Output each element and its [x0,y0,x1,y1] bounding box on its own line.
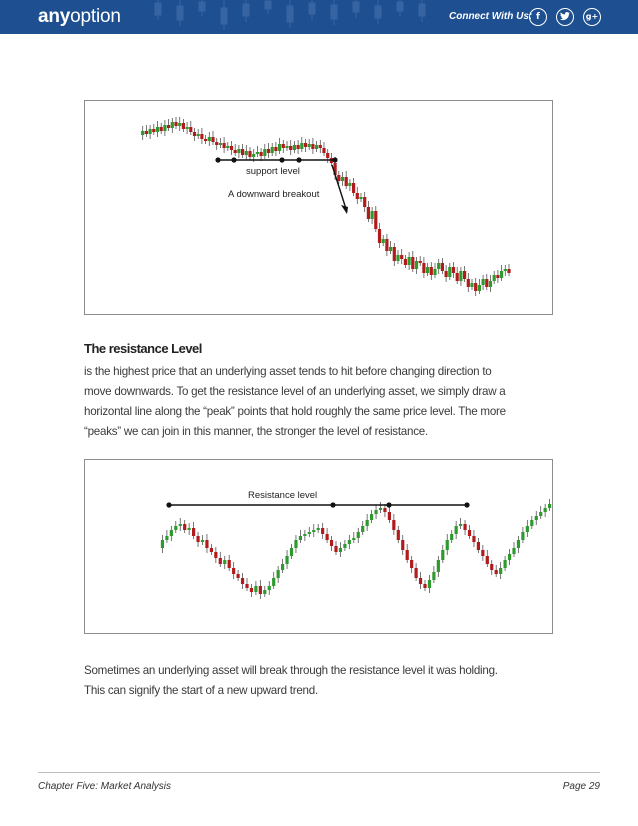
candle-body [282,144,285,148]
candle-body [311,144,314,149]
resistance-level-chart-figure [84,459,553,634]
candle-body [232,568,235,574]
anyoption-logo[interactable] [38,6,121,28]
candle-body [165,536,168,540]
candle-body [474,283,477,291]
candle-body [294,540,297,548]
candle-body [490,564,493,570]
candle-body [468,530,471,536]
candle-body [278,144,281,151]
candle-body [544,508,547,512]
candle-body [183,524,186,530]
candle-body [171,122,174,128]
candle-body [410,560,413,568]
candle-body [141,131,144,135]
candle-body [486,556,489,564]
candle-body [186,127,189,129]
candle-body [521,532,524,540]
candle-body [507,269,510,273]
candle-body [389,247,392,251]
candle-body [297,145,300,149]
candle-body [300,143,303,149]
candle-body [201,540,204,542]
candle-body [419,578,422,584]
candle-body [245,584,248,588]
candle-body [448,267,451,277]
candle-body [271,147,274,153]
candle-body [463,524,466,530]
candle-body [156,127,159,132]
arrow-head [341,205,348,214]
resistance-point [386,502,391,507]
candle-body [267,149,270,153]
candle-body [263,590,266,594]
candle-body [423,584,426,588]
paragraph-line: move downwards. To get the resistance level of an underlying asset, we simply draw a [84,385,506,398]
candle-body [145,131,148,134]
candle-body [321,528,324,534]
candle-body [437,560,440,572]
candle-body [426,267,429,273]
candle-body [430,267,433,275]
google-plus-icon[interactable]: g+ [583,8,601,26]
candle-body [499,568,502,574]
candle-body [352,538,355,540]
candle-body [274,147,277,151]
candle-body [303,534,306,536]
candle-body [308,532,311,534]
candle-body [388,512,391,520]
candle-body [433,269,436,275]
candle-body [210,548,213,552]
breakthrough-paragraph [84,661,554,701]
candle-body [383,508,386,512]
candle-body [366,520,369,526]
candle-body [163,125,166,131]
candle-body [345,177,348,186]
candle-body [539,512,542,516]
candle-body [178,123,181,126]
candle-body [230,146,233,150]
candle-body [415,261,418,269]
paragraph-line: horizontal line along the “peak” points that hold roughly the same price level. The more [84,405,506,418]
candle-body [250,588,253,592]
resistance-point [330,502,335,507]
candle-body [339,548,342,552]
candle-body [367,207,370,219]
candle-body [419,261,422,263]
candle-body [334,546,337,552]
candle-body [289,146,292,150]
candle-body [357,532,360,538]
candle-body [322,148,325,153]
candle-body [167,125,170,128]
support-point [231,157,236,162]
candle-body [263,149,266,156]
footer-chapter: Chapter Five: Market Analysis [38,781,172,792]
candle-body [223,560,226,564]
footer-page-number: Page 29 [562,781,600,792]
candle-body [149,129,152,134]
paragraph-line: “peaks” we can join in this manner, the stronger the level of resistance. [84,425,428,438]
candle-body [432,572,435,580]
candle-body [452,267,455,273]
candle-body [211,137,214,142]
candle-body [517,540,520,548]
candle-body [304,143,307,147]
candle-body [415,568,418,578]
candle-body [512,548,515,554]
candle-body [248,151,251,157]
connect-label: Connect With Us: [449,11,533,22]
section-heading: The resistance Level [84,341,202,356]
candle-body [495,570,498,574]
candle-body [445,271,448,277]
support-level-label: support level [246,166,300,177]
candle-body [200,134,203,139]
candle-body [337,175,340,181]
candle-body [356,193,359,199]
support-level-chart-figure [84,100,553,315]
candle-body [272,578,275,586]
candle-body [450,534,453,540]
candle-body [392,520,395,530]
candle-body [500,271,503,278]
candle-body [219,558,222,564]
candle-body [404,259,407,265]
candle-body [196,536,199,542]
candle-body [371,211,374,219]
candle-body [401,540,404,550]
candle-body [341,177,344,181]
candle-body [252,154,255,157]
candle-body [428,580,431,588]
twitter-icon[interactable] [556,8,574,26]
candle-body [437,263,440,269]
paragraph-line: is the highest price that an underlying asset tends to hit before changing direction to [84,365,492,378]
candle-body [343,544,346,548]
candle-body [293,145,296,150]
candle-body [504,269,507,271]
candle-body [228,560,231,568]
candle-body [485,279,488,287]
candle-body [382,239,385,243]
candle-body [179,524,182,526]
candle-body [397,530,400,540]
support-point [279,157,284,162]
candle-body [467,279,470,287]
candle-body [245,151,248,155]
candle-body [285,556,288,564]
candle-body [548,504,551,508]
candle-body [526,526,529,532]
facebook-icon[interactable]: f [529,8,547,26]
candle-body [489,281,492,287]
candle-body [374,510,377,514]
candle-body [348,183,351,186]
candle-body [234,150,237,153]
support-point [215,157,220,162]
support-point [296,157,301,162]
candle-body [170,530,173,536]
candle-body [530,520,533,526]
candle-body [463,271,466,279]
candle-body [152,129,155,132]
candle-body [205,540,208,548]
paragraph-line: Sometimes an underlying asset will break through the resistance level it was holding. [84,664,498,677]
candle-body [422,263,425,273]
candle-body [290,548,293,556]
candle-body [456,273,459,281]
candle-body [254,586,257,592]
candle-body [535,516,538,520]
candle-body [241,578,244,584]
breakout-arrow [332,165,347,212]
candle-body [312,530,315,532]
candle-body [237,574,240,578]
candle-body [226,146,229,148]
candle-body [259,586,262,594]
candle-body [285,146,288,148]
candle-body [385,239,388,251]
candle-body [411,257,414,269]
candle-body [182,123,185,129]
resistance-level-chart [85,460,554,635]
downward-breakout-label: A downward breakout [228,189,320,200]
resistance-level-label: Resistance level [248,490,318,501]
candle-body [441,550,444,560]
candle-body [268,586,271,590]
candle-body [472,536,475,542]
candle-body [204,139,207,141]
candle-body [378,229,381,243]
header-candlestick-decoration [150,0,450,34]
candle-body [352,183,355,193]
candle-body [192,528,195,536]
paragraph-line: This can signify the start of a new upward trend. [84,684,318,697]
candle-body [256,152,259,154]
candle-body [400,255,403,259]
candle-body [406,550,409,560]
candle-body [470,283,473,287]
candle-body [455,526,458,534]
candle-body [174,122,177,126]
support-level-chart [85,101,554,316]
support-point [332,157,337,162]
candle-body [260,152,263,156]
candle-body [441,263,444,271]
candle-body [219,143,222,145]
candle-body [478,285,481,291]
candle-body [326,153,329,158]
candle-body [477,542,480,550]
candle-body [459,524,462,526]
candle-body [281,564,284,570]
candle-body [161,540,164,548]
candle-body [496,275,499,278]
candle-body [315,145,318,149]
candle-body [446,540,449,550]
candle-body [348,540,351,544]
candle-body [330,540,333,546]
candle-body [359,197,362,199]
candle-body [160,127,163,131]
candle-body [317,528,320,530]
candle-body [482,279,485,285]
candle-body [481,550,484,556]
candle-body [361,526,364,532]
candle-body [215,142,218,145]
candle-body [214,552,217,558]
candle-body [504,560,507,568]
candle-body [493,275,496,281]
candle-body [370,514,373,520]
footer-divider [38,772,600,773]
candle-body [459,271,462,281]
candle-body [223,143,226,148]
candle-body [396,255,399,261]
candle-body [326,534,329,540]
candle-body [193,132,196,136]
candle-body [174,526,177,530]
logo-bold-text: any [38,6,71,27]
candle-body [319,145,322,148]
candle-body [241,149,244,155]
resistance-paragraph [84,362,554,442]
candle-body [277,570,280,578]
candle-body [508,554,511,560]
candle-body [363,197,366,207]
resistance-point [166,502,171,507]
candle-body [189,127,192,132]
logo-light-text: option [70,6,121,27]
candle-body [308,144,311,147]
page-header [0,0,638,34]
candle-body [197,134,200,136]
candle-body [188,528,191,530]
candle-body [237,149,240,153]
candle-body [299,536,302,540]
candle-body [393,247,396,261]
candle-body [408,257,411,265]
candle-body [374,211,377,229]
resistance-point [464,502,469,507]
candle-body [208,137,211,141]
candle-body [379,508,382,510]
